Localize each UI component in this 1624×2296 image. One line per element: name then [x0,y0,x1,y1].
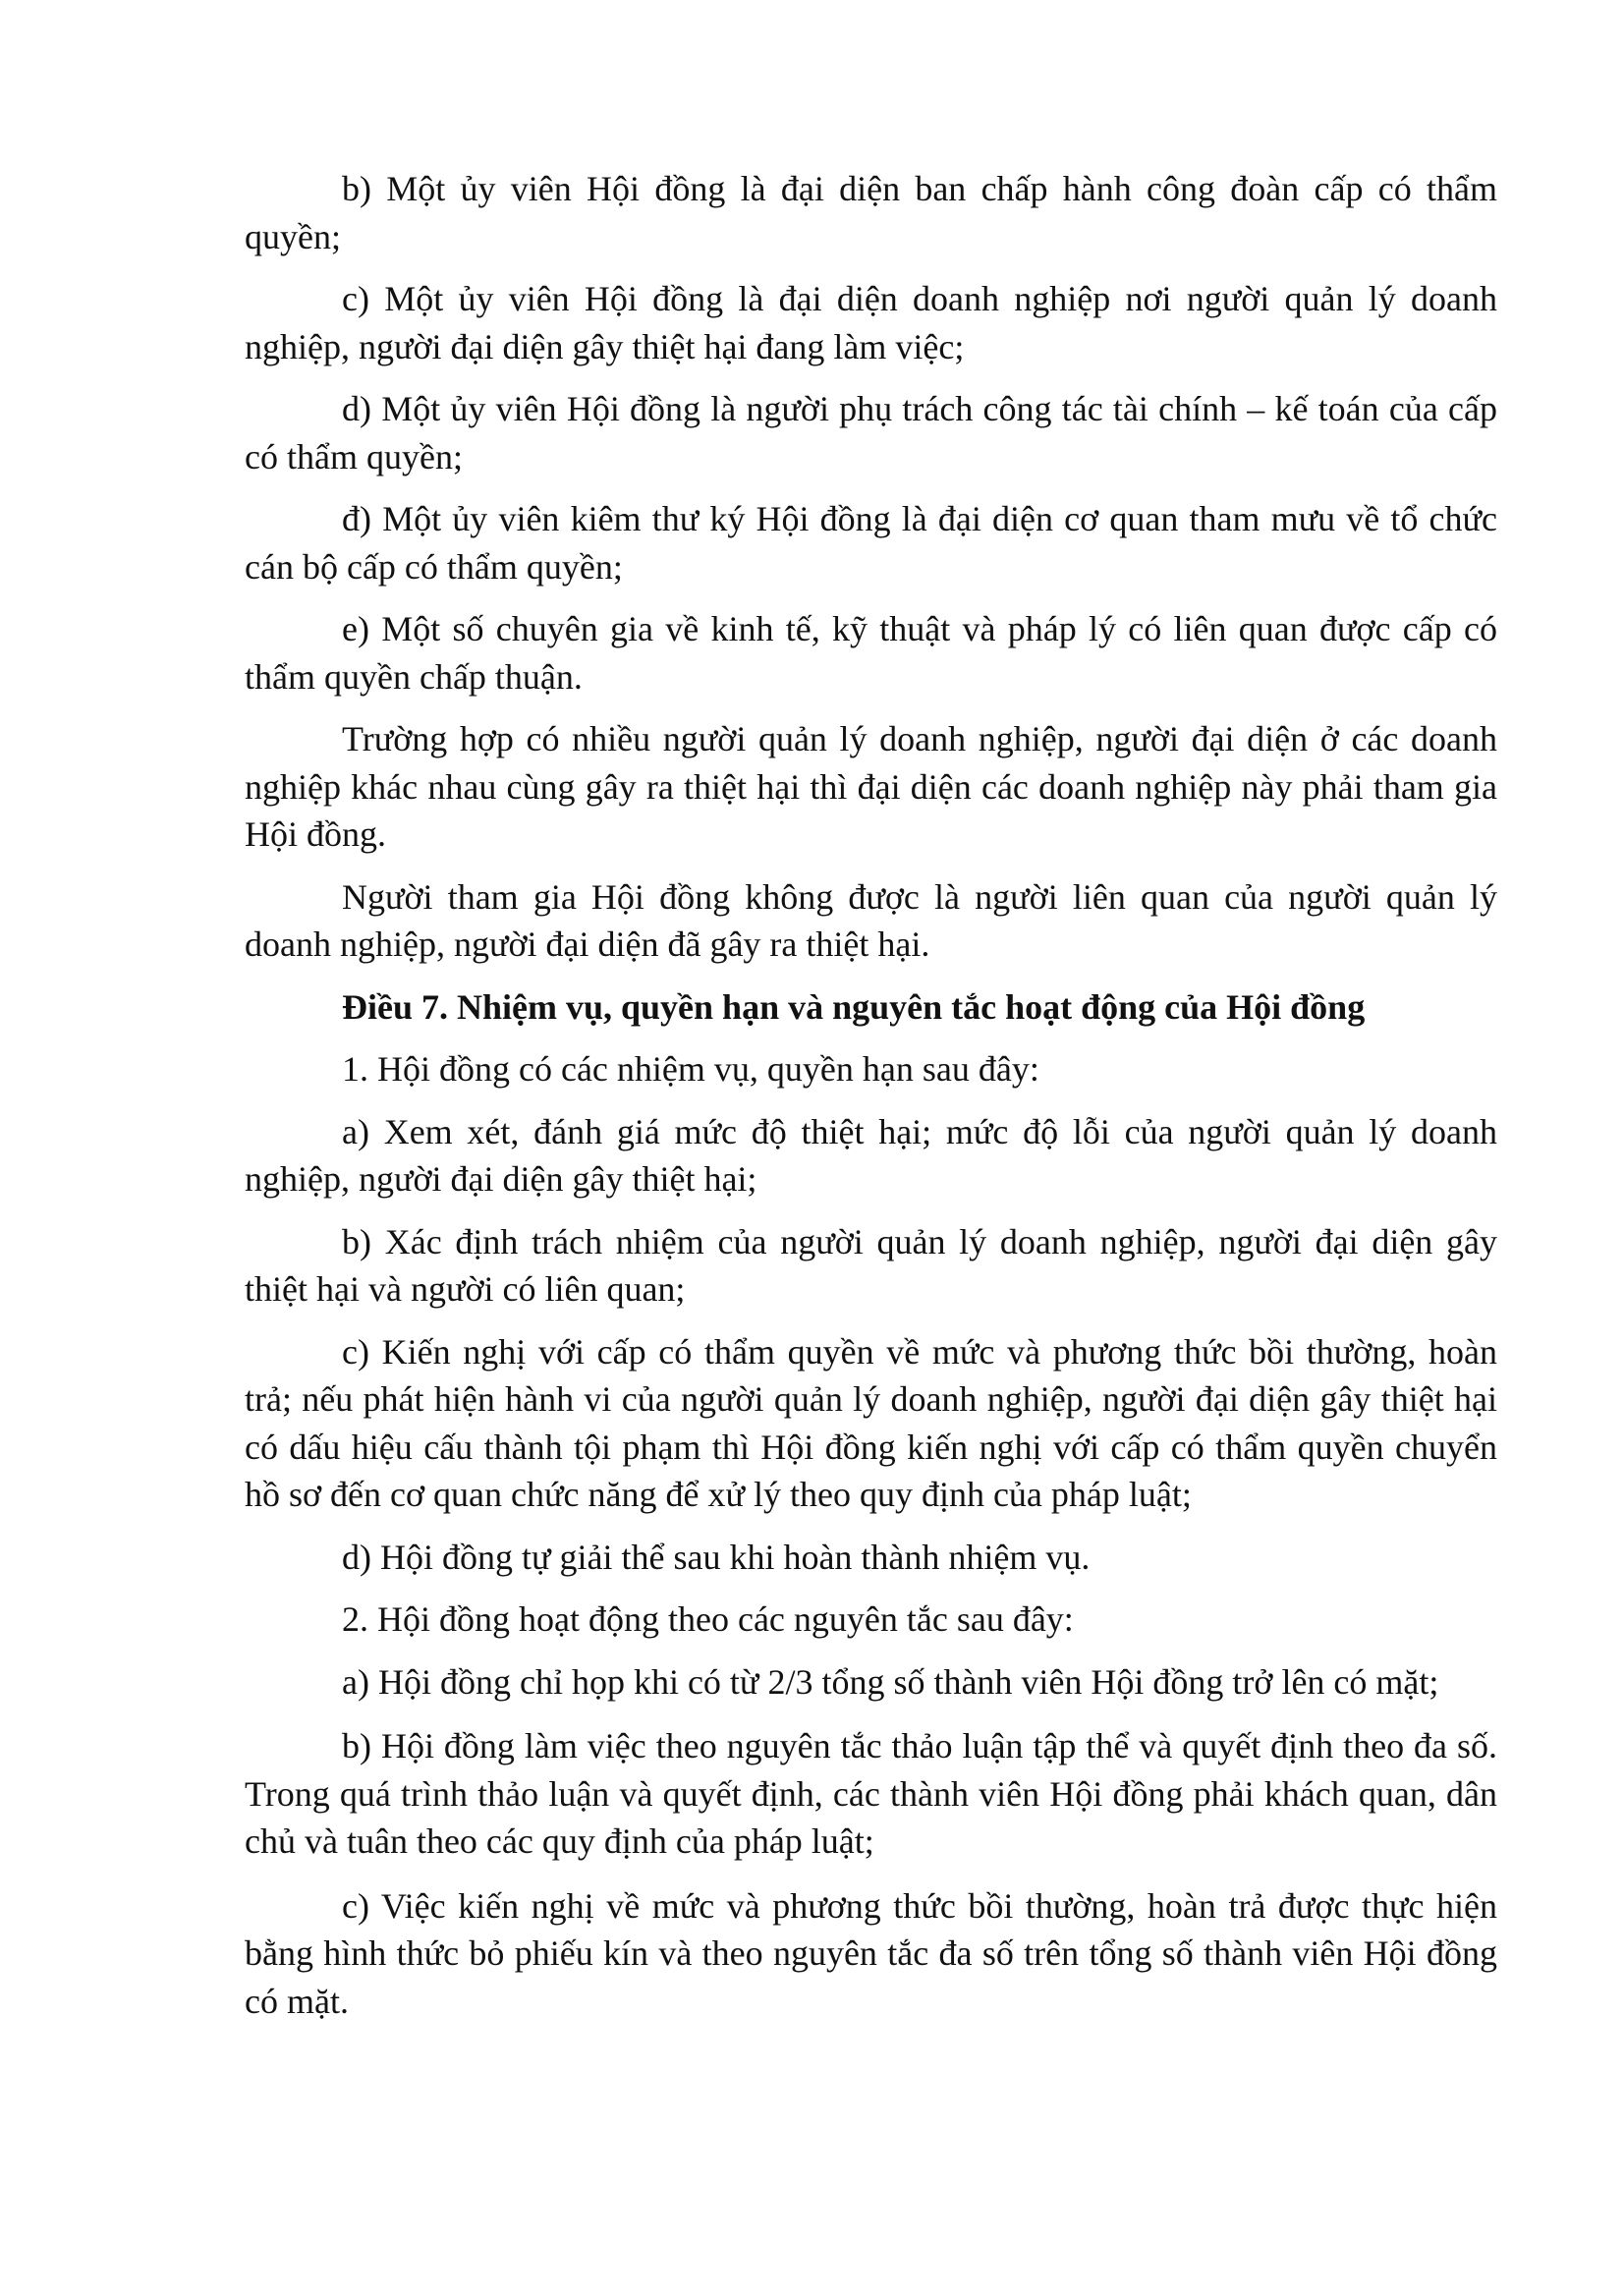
paragraph-multiple-enterprises: Trường hợp có nhiều người quản lý doanh nghiệp, người đại diện ở các doanh nghiệp khác nhau cùng gây ra thiệt hại thì đại diện các doanh nghiệp này phải tham gia Hội đồng. [245,719,1497,854]
item-1a-assess-damage: a) Xem xét, đánh giá mức độ thiệt hại; mức độ lỗi của người quản lý doanh nghiệp, người đại diện gây thiệt hại; [245,1111,1497,1199]
item-2-principles-intro: 2. Hội đồng hoạt động theo các nguyên tắc sau đây: [342,1599,1074,1639]
article-7-heading: Điều 7. Nhiệm vụ, quyền hạn và nguyên tắc hoạt động của Hội đồng [342,986,1366,1027]
item-1b-responsibility: b) Xác định trách nhiệm của người quản lý doanh nghiệp, người đại diện gây thiệt hại và người có liên quan; [245,1221,1497,1309]
clause-d-finance-member: d) Một ủy viên Hội đồng là người phụ trách công tác tài chính – kế toán của cấp có thẩm quyền; [245,389,1497,476]
item-1-duties-intro: 1. Hội đồng có các nhiệm vụ, quyền hạn sau đây: [342,1049,1039,1089]
clause-b-union-member: b) Một ủy viên Hội đồng là đại diện ban chấp hành công đoàn cấp có thẩm quyền; [245,169,1497,256]
item-2b-collective-decision: b) Hội đồng làm việc theo nguyên tắc thảo luận tập thể và quyết định theo đa số. Trong quá trình thảo luận và quyết định, các thành viên Hội đồng phải khách quan, dân chủ và tuân theo các quy định của pháp luật; [245,1726,1497,1861]
paragraph-related-persons: Người tham gia Hội đồng không được là người liên quan của người quản lý doanh nghiệp, người đại diện đã gây ra thiệt hại. [245,876,1497,964]
item-2c-secret-ballot: c) Việc kiến nghị về mức và phương thức bồi thường, hoàn trả được thực hiện bằng hình thức bỏ phiếu kín và theo nguyên tắc đa số trên tổng số thành viên Hội đồng có mặt. [245,1885,1497,2021]
item-1d-dissolution: d) Hội đồng tự giải thể sau khi hoàn thành nhiệm vụ. [342,1537,1091,1577]
clause-dd-secretary-member: đ) Một ủy viên kiêm thư ký Hội đồng là đại diện cơ quan tham mưu về tổ chức cán bộ cấp có thẩm quyền; [245,499,1497,587]
item-2a-quorum: a) Hội đồng chỉ họp khi có từ 2/3 tổng số thành viên Hội đồng trở lên có mặt; [342,1661,1439,1702]
document-page [245,165,1497,2025]
item-1c-recommendation: c) Kiến nghị với cấp có thẩm quyền về mức và phương thức bồi thường, hoàn trả; nếu phát hiện hành vi của người quản lý doanh nghiệp, người đại diện gây thiệt hại có dấu hiệu cấu thành tội phạm thì Hội đồng kiến nghị với cấp có thẩm quyền chuyển hồ sơ đến cơ quan chức năng để xử lý theo quy định của pháp luật; [245,1331,1497,1514]
clause-e-experts: e) Một số chuyên gia về kinh tế, kỹ thuật và pháp lý có liên quan được cấp có thẩm quyền chấp thuận. [245,609,1497,697]
clause-c-enterprise-member: c) Một ủy viên Hội đồng là đại diện doanh nghiệp nơi người quản lý doanh nghiệp, người đại diện gây thiệt hại đang làm việc; [245,279,1497,366]
